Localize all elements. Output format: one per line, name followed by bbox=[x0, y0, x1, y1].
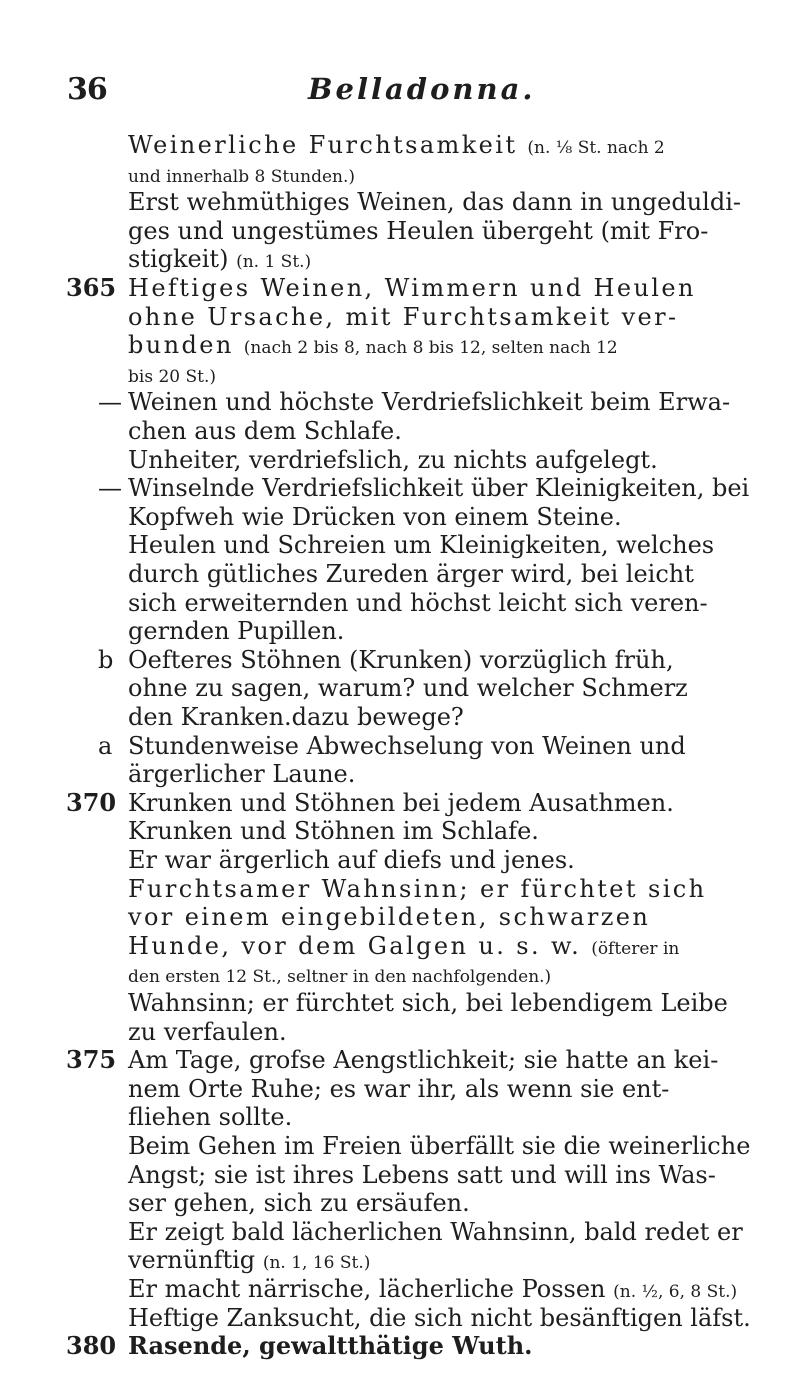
text-segment: Erst wehmüthiges Weinen, das dann in ungeduldi- bbox=[128, 188, 741, 217]
text-segment: durch gütliches Zureden ärger wird, bei leicht bbox=[128, 560, 694, 588]
text-segment: stigkeit) bbox=[128, 245, 237, 274]
text-segment: Oefteres Stöhnen (Krunken) vorzüglich früh, bbox=[128, 645, 674, 674]
line-text bbox=[128, 731, 686, 761]
page-number: 36 bbox=[67, 72, 107, 107]
text-segment: den Kranken.dazu bewege? bbox=[128, 703, 464, 731]
line-text bbox=[128, 416, 402, 446]
line-text bbox=[128, 788, 674, 818]
line-marker: a bbox=[98, 731, 113, 760]
line-text bbox=[128, 216, 708, 246]
line-text bbox=[128, 1160, 716, 1190]
line-text bbox=[128, 616, 344, 646]
text-segment: Angst; sie ist ihres Lebens satt und will ins Was- bbox=[128, 1160, 716, 1189]
text-segment: gernden Pupillen. bbox=[128, 617, 345, 646]
text-segment: ohne Ursache, mit Furchtsamkeit ver- bbox=[128, 302, 679, 331]
section-number: 375 bbox=[66, 1045, 117, 1075]
text-segment: vernünftig bbox=[128, 1246, 263, 1275]
line-text bbox=[128, 1102, 292, 1132]
line-text bbox=[128, 1017, 287, 1047]
line-text bbox=[128, 673, 688, 703]
line-text bbox=[128, 1188, 470, 1218]
section-number: 370 bbox=[66, 787, 117, 817]
line-text bbox=[128, 645, 674, 675]
line-text bbox=[128, 702, 464, 732]
line-text bbox=[128, 588, 708, 618]
text-segment: Rasende, gewaltthätige Wuth. bbox=[128, 1331, 533, 1361]
section-number: 365 bbox=[66, 273, 117, 302]
line-text bbox=[128, 1331, 533, 1361]
text-segment: Heftiges Weinen, Wimmern und Heulen bbox=[128, 274, 696, 302]
text-segment: Beim Gehen im Freien überfällt sie die weinerliche bbox=[128, 1132, 751, 1160]
text-segment: Furchtsamer Wahnsinn; er fürchtet sich bbox=[128, 874, 707, 903]
text-segment: Er war ärgerlich auf diefs und jenes. bbox=[128, 846, 575, 874]
text-segment: (n. 1 St.) bbox=[236, 252, 312, 273]
line-marker: — bbox=[98, 388, 122, 417]
text-segment: Unheiter, verdriefslich, zu nichts aufgelegt. bbox=[128, 445, 658, 474]
text-segment: (n. 1, 16 St.) bbox=[262, 1253, 371, 1274]
text-segment: Weinen und höchste Verdriefslichkeit beim Erwa- bbox=[128, 388, 731, 417]
text-segment: Heulen und Schreien um Kleinigkeiten, welches bbox=[128, 531, 715, 560]
line-text bbox=[128, 902, 650, 932]
text-segment: den ersten 12 St., seltner in den nachfolgenden.) bbox=[128, 967, 552, 988]
text-segment: Er macht närrische, lächerliche Possen bbox=[128, 1275, 614, 1303]
text-segment: vor einem eingebildeten, schwarzen bbox=[128, 903, 651, 932]
line-text bbox=[128, 445, 658, 475]
line-text bbox=[128, 1131, 750, 1161]
line-text bbox=[128, 874, 706, 904]
running-title: Belladonna. bbox=[308, 72, 536, 106]
text-segment: (öfterer in bbox=[591, 938, 680, 959]
line-text bbox=[128, 988, 728, 1018]
text-segment: nem Orte Ruhe; es war ihr, als wenn sie ent- bbox=[128, 1074, 670, 1103]
line-text bbox=[128, 759, 355, 789]
line-text bbox=[128, 559, 694, 589]
section-number: 380 bbox=[66, 1331, 117, 1361]
line-text bbox=[128, 1045, 718, 1075]
text-segment: (n. ½, 6, 8 St.) bbox=[613, 1282, 738, 1302]
text-segment: (nach 2 bis 8, nach 8 bis 12, selten nach 12 bbox=[243, 338, 618, 359]
line-text bbox=[128, 187, 741, 217]
text-segment: sich erweiternden und höchst leicht sich veren- bbox=[128, 588, 708, 617]
line-text bbox=[128, 816, 539, 846]
line-text bbox=[128, 845, 575, 875]
text-segment: ser gehen, sich zu ersäufen. bbox=[128, 1189, 470, 1218]
text-segment: Krunken und Stöhnen bei jedem Ausathmen. bbox=[128, 788, 674, 817]
text-segment: und innerhalb 8 Stunden.) bbox=[128, 166, 356, 187]
text-segment: ohne zu sagen, warum? und welcher Schmerz bbox=[128, 674, 688, 703]
text-segment: Kopfweh wie Drücken von einem Steine. bbox=[128, 502, 622, 531]
line-text bbox=[128, 1074, 669, 1104]
line-text bbox=[128, 1217, 743, 1247]
text-segment: bis 20 St.) bbox=[128, 366, 216, 387]
line-text bbox=[128, 1303, 751, 1333]
text-segment: (n. ⅛ St. nach 2 bbox=[527, 138, 665, 158]
text-segment: Weinerliche Furchtsamkeit bbox=[128, 131, 528, 159]
text-segment: Krunken und Stöhnen im Schlafe. bbox=[128, 817, 539, 846]
text-segment: ärgerlicher Laune. bbox=[128, 760, 356, 789]
line-marker: b bbox=[98, 645, 114, 674]
line-marker: — bbox=[98, 474, 122, 503]
text-segment: Hunde, vor dem Galgen u. s. w. bbox=[128, 931, 592, 960]
text-segment: fliehen sollte. bbox=[128, 1103, 293, 1132]
page-header bbox=[0, 72, 801, 112]
text-segment: Winselnde Verdriefslichkeit über Kleinigkeiten, bei bbox=[128, 474, 750, 503]
line-text bbox=[128, 387, 730, 417]
text-segment: zu verfaulen. bbox=[128, 1017, 287, 1046]
line-text bbox=[128, 273, 696, 303]
text-segment: bunden bbox=[128, 331, 244, 360]
text-segment: ges und ungestümes Heulen übergeht (mit Fro- bbox=[128, 216, 709, 245]
line-text bbox=[128, 502, 622, 532]
text-segment: Er zeigt bald lächerlichen Wahnsinn, bald redet er bbox=[128, 1217, 743, 1246]
text-segment: Stundenweise Abwechselung von Weinen und bbox=[128, 731, 686, 760]
text-segment: Am Tage, grofse Aengstlichkeit; sie hatte an kei- bbox=[128, 1046, 719, 1075]
text-segment: Heftige Zanksucht, die sich nicht besänftigen läfst. bbox=[128, 1303, 751, 1332]
text-segment: Wahnsinn; er fürchtet sich, bei lebendigem Leibe bbox=[128, 989, 728, 1017]
line-text bbox=[128, 302, 679, 332]
line-text bbox=[128, 473, 749, 503]
line-text bbox=[128, 530, 714, 560]
text-segment: chen aus dem Schlafe. bbox=[128, 417, 402, 445]
